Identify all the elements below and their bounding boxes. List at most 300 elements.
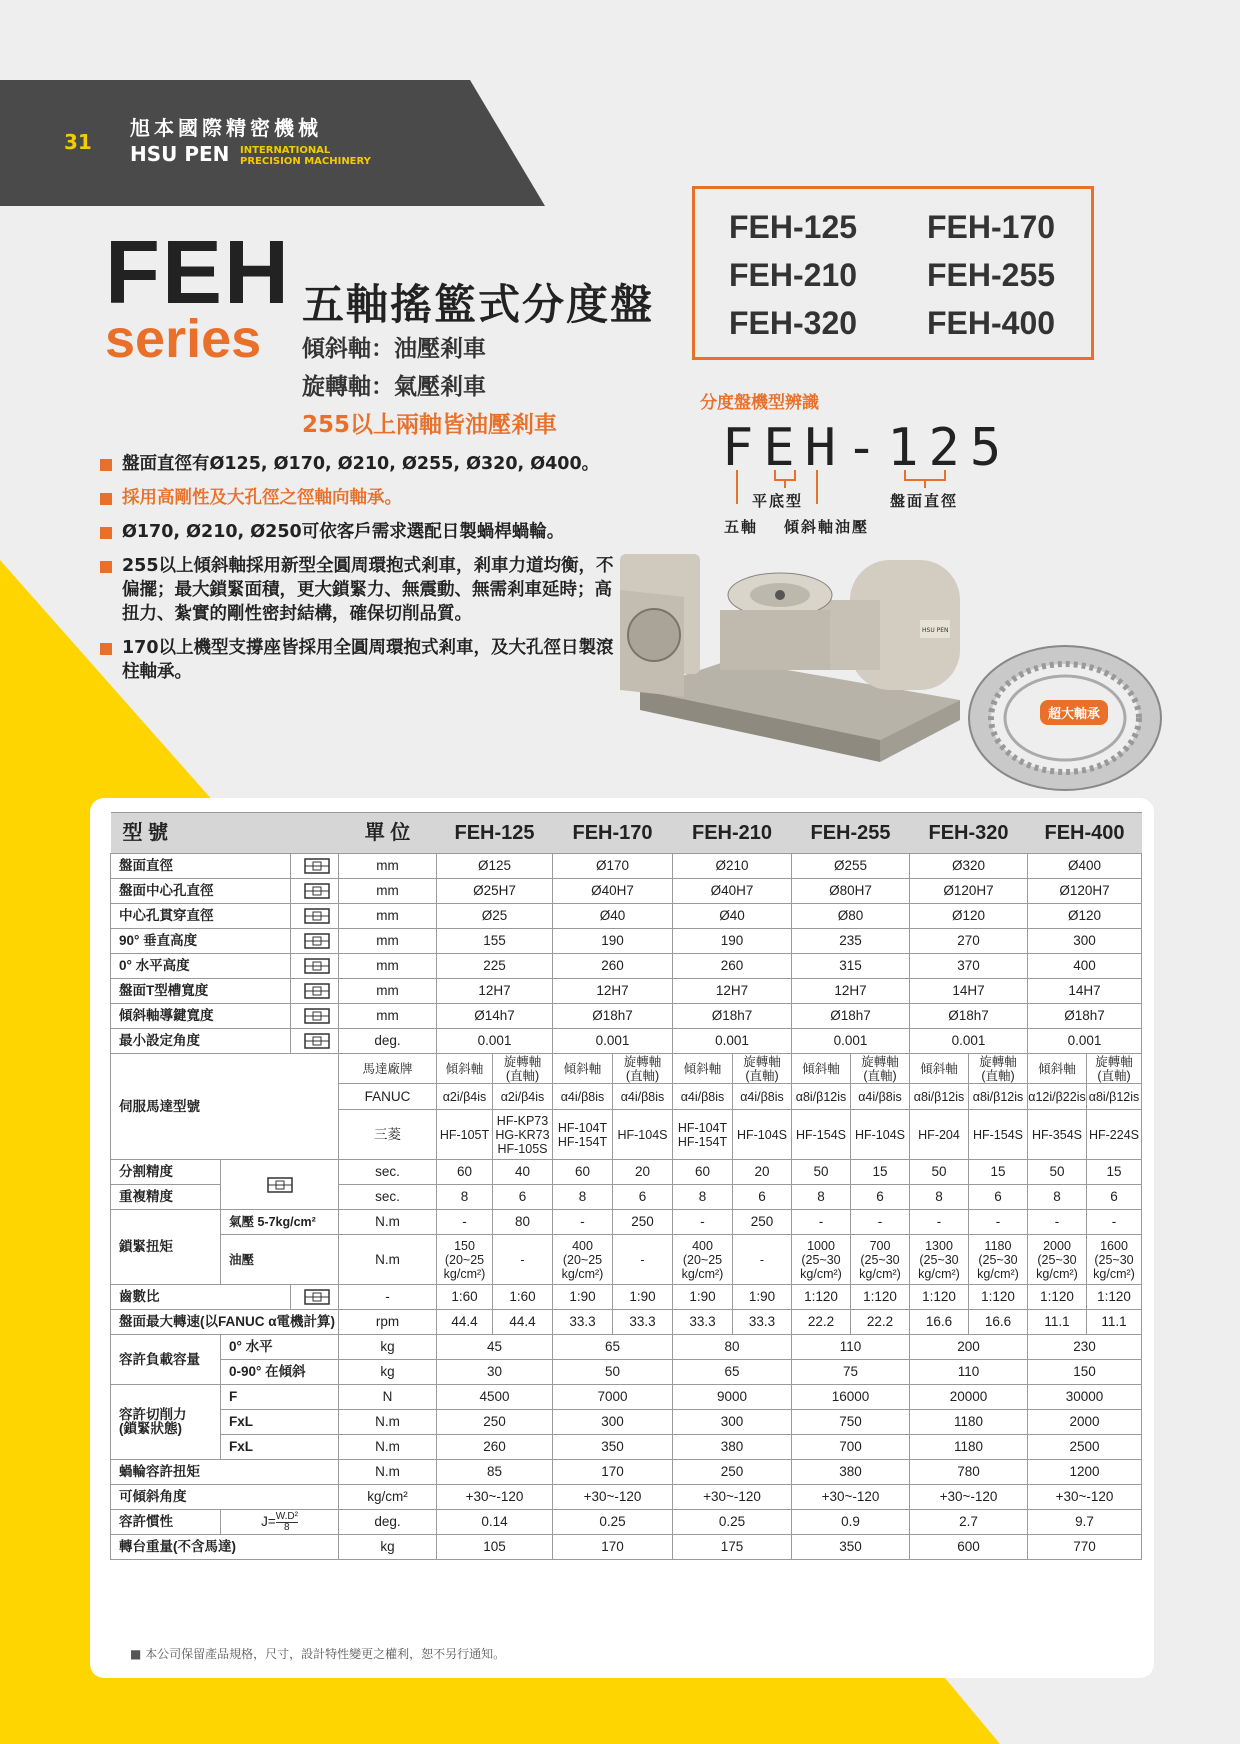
row-icon bbox=[291, 929, 339, 954]
table-cell: 15 bbox=[1087, 1160, 1142, 1185]
servo-rot-head: 旋轉軸 (直軸) bbox=[1087, 1054, 1142, 1084]
table-cell: Ø120 bbox=[1028, 904, 1142, 929]
table-cell: 33.3 bbox=[613, 1310, 673, 1335]
row-unit: mm bbox=[339, 929, 437, 954]
servo-rot-head: 旋轉軸 (直軸) bbox=[613, 1054, 673, 1084]
table-cell: 250 bbox=[673, 1460, 792, 1485]
table-cell: 250 bbox=[613, 1210, 673, 1235]
table-row bbox=[111, 1285, 1142, 1310]
table-cell: 770 bbox=[1028, 1535, 1142, 1560]
table-cell: 6 bbox=[851, 1185, 910, 1210]
inertia-formula bbox=[221, 1510, 339, 1535]
table-cell: Ø120 bbox=[910, 904, 1028, 929]
table-cell: 1:120 bbox=[1087, 1285, 1142, 1310]
table-cell: 60 bbox=[553, 1160, 613, 1185]
table-cell: 380 bbox=[792, 1460, 910, 1485]
table-cell: α4i/β8is bbox=[851, 1084, 910, 1110]
face-diameter-icon bbox=[302, 856, 332, 876]
table-cell: 380 bbox=[673, 1435, 792, 1460]
row-label: 盤面直徑 bbox=[111, 854, 291, 879]
table-cell: 1180 bbox=[910, 1435, 1028, 1460]
table-cell: 300 bbox=[673, 1410, 792, 1435]
row-unit: N.m bbox=[339, 1435, 437, 1460]
table-cell: 20 bbox=[733, 1160, 792, 1185]
feature-item: Ø170, Ø210, Ø250可依客戶需求選配日製蝸桿蝸輪。 bbox=[100, 520, 620, 544]
header-model-name: FEH-125 bbox=[437, 813, 553, 854]
table-row bbox=[111, 1335, 1142, 1360]
guide-key-icon bbox=[302, 1006, 332, 1026]
table-row bbox=[111, 954, 1142, 979]
table-cell: 6 bbox=[613, 1185, 673, 1210]
table-cell: 150 (20~25 kg/cm²) bbox=[437, 1235, 493, 1285]
servo-brand: 三菱 bbox=[339, 1110, 437, 1160]
row-label: 重複精度 bbox=[111, 1185, 221, 1210]
table-cell: HF-224S bbox=[1087, 1110, 1142, 1160]
table-cell: 260 bbox=[437, 1435, 553, 1460]
row-label: 傾斜軸導鍵寬度 bbox=[111, 1004, 291, 1029]
table-cell: 190 bbox=[673, 929, 792, 954]
table-cell: 6 bbox=[1087, 1185, 1142, 1210]
row-label: 90° 垂直高度 bbox=[111, 929, 291, 954]
table-cell: 1:120 bbox=[910, 1285, 969, 1310]
gear-ratio-icon bbox=[302, 1287, 332, 1307]
model-name: FEH-400 bbox=[927, 305, 1056, 341]
table-cell: +30~-120 bbox=[673, 1485, 792, 1510]
feature-item: 255以上傾斜軸採用新型全圓周環抱式剎車，剎車力道均衡，不偏擺；最大鎖緊面積，更大鎖緊力、無震動、無需剎車延時；高扭力、紮實的剛性密封結構，確保切削品質。 bbox=[100, 554, 620, 626]
row-unit: mm bbox=[339, 879, 437, 904]
table-cell: 1:120 bbox=[851, 1285, 910, 1310]
table-cell: - bbox=[1028, 1210, 1087, 1235]
table-cell: HF-KP73 HG-KR73 HF-105S bbox=[493, 1110, 553, 1160]
header-model-name: FEH-320 bbox=[910, 813, 1028, 854]
horizontal-height-icon bbox=[302, 956, 332, 976]
brand-name-zh: 旭本國際精密機械 bbox=[130, 116, 322, 140]
header-model-name: FEH-170 bbox=[553, 813, 673, 854]
table-cell: HF-104T HF-154T bbox=[553, 1110, 613, 1160]
table-cell: 0.001 bbox=[792, 1029, 910, 1054]
table-cell: Ø400 bbox=[1028, 854, 1142, 879]
table-row bbox=[111, 1485, 1142, 1510]
row-sublabel: 氣壓 5-7kg/cm² bbox=[221, 1210, 339, 1235]
row-unit: deg. bbox=[339, 1029, 437, 1054]
brand-name-en: HSU PEN bbox=[130, 142, 230, 166]
table-cell: 9.7 bbox=[1028, 1510, 1142, 1535]
table-cell: HF-154S bbox=[969, 1110, 1028, 1160]
table-cell: 8 bbox=[437, 1185, 493, 1210]
table-row bbox=[111, 879, 1142, 904]
table-cell: 190 bbox=[553, 929, 673, 954]
feature-item: 盤面直徑有Ø125, Ø170, Ø210, Ø255, Ø320, Ø400。 bbox=[100, 452, 620, 476]
table-cell: 30000 bbox=[1028, 1385, 1142, 1410]
table-cell: α8i/β12is bbox=[910, 1084, 969, 1110]
table-cell: HF-104S bbox=[851, 1110, 910, 1160]
row-label: 盤面T型槽寬度 bbox=[111, 979, 291, 1004]
table-cell: 50 bbox=[910, 1160, 969, 1185]
table-cell: 225 bbox=[437, 954, 553, 979]
table-row bbox=[111, 979, 1142, 1004]
servo-tilt-head: 傾斜軸 bbox=[1028, 1054, 1087, 1084]
table-cell: α4i/β8is bbox=[673, 1084, 733, 1110]
label-tilt-oil: 傾斜軸油壓 bbox=[784, 518, 870, 536]
row-icon bbox=[291, 1029, 339, 1054]
table-cell: - bbox=[553, 1210, 613, 1235]
feature-list bbox=[100, 452, 620, 694]
table-cell: - bbox=[1087, 1210, 1142, 1235]
table-cell: 20000 bbox=[910, 1385, 1028, 1410]
page-number: 31 bbox=[64, 130, 92, 154]
table-cell: 0.001 bbox=[673, 1029, 792, 1054]
table-cell: 230 bbox=[1028, 1335, 1142, 1360]
table-row bbox=[111, 1310, 1142, 1335]
row-unit: mm bbox=[339, 954, 437, 979]
row-unit: deg. bbox=[339, 1510, 437, 1535]
table-row bbox=[111, 1510, 1142, 1535]
table-cell: HF-204 bbox=[910, 1110, 969, 1160]
table-cell: 12H7 bbox=[792, 979, 910, 1004]
table-cell: - bbox=[792, 1210, 851, 1235]
row-unit: mm bbox=[339, 854, 437, 879]
servo-brand: FANUC bbox=[339, 1084, 437, 1110]
row-unit: N.m bbox=[339, 1210, 437, 1235]
table-cell: 16000 bbox=[792, 1385, 910, 1410]
table-cell: - bbox=[851, 1210, 910, 1235]
table-row bbox=[111, 1160, 1142, 1185]
table-cell: 33.3 bbox=[733, 1310, 792, 1335]
model-name: FEH-320 bbox=[729, 305, 858, 341]
table-cell: 8 bbox=[1028, 1185, 1087, 1210]
row-unit: N.m bbox=[339, 1235, 437, 1285]
table-cell: 1300 (25~30 kg/cm²) bbox=[910, 1235, 969, 1285]
identification-code: FEH-125 bbox=[722, 418, 1012, 478]
table-cell: 1180 (25~30 kg/cm²) bbox=[969, 1235, 1028, 1285]
feature-item: 採用高剛性及大孔徑之徑軸向軸承。 bbox=[100, 486, 620, 510]
table-cell: Ø25H7 bbox=[437, 879, 553, 904]
table-cell: 370 bbox=[910, 954, 1028, 979]
row-label: 容許負載容量 bbox=[111, 1335, 221, 1385]
table-cell: - bbox=[493, 1235, 553, 1285]
table-cell: 80 bbox=[493, 1210, 553, 1235]
table-cell: 260 bbox=[553, 954, 673, 979]
brand-subtitle: INTERNATIONAL PRECISION MACHINERY bbox=[240, 145, 371, 167]
table-cell: 0.001 bbox=[910, 1029, 1028, 1054]
table-cell: 14H7 bbox=[910, 979, 1028, 1004]
servo-tilt-head: 傾斜軸 bbox=[553, 1054, 613, 1084]
table-cell: 1:120 bbox=[1028, 1285, 1087, 1310]
table-cell: α4i/β8is bbox=[733, 1084, 792, 1110]
table-cell: HF-104T HF-154T bbox=[673, 1110, 733, 1160]
row-unit: rpm bbox=[339, 1310, 437, 1335]
formula-j: J= bbox=[261, 1513, 276, 1529]
servo-tilt-head: 傾斜軸 bbox=[437, 1054, 493, 1084]
rotary-table-image bbox=[620, 540, 980, 780]
table-cell: 6 bbox=[493, 1185, 553, 1210]
table-cell: Ø40H7 bbox=[553, 879, 673, 904]
table-cell: 50 bbox=[553, 1360, 673, 1385]
row-label: 0° 水平高度 bbox=[111, 954, 291, 979]
row-icon bbox=[291, 854, 339, 879]
row-unit: kg/cm² bbox=[339, 1485, 437, 1510]
table-cell: Ø80 bbox=[792, 904, 910, 929]
table-cell: 6 bbox=[969, 1185, 1028, 1210]
table-cell: 260 bbox=[673, 954, 792, 979]
table-cell: 1:90 bbox=[733, 1285, 792, 1310]
table-cell: 22.2 bbox=[792, 1310, 851, 1335]
table-cell: Ø18h7 bbox=[792, 1004, 910, 1029]
table-cell: 400 (20~25 kg/cm²) bbox=[553, 1235, 613, 1285]
table-cell: HF-104S bbox=[733, 1110, 792, 1160]
table-cell: 1:120 bbox=[969, 1285, 1028, 1310]
table-cell: α4i/β8is bbox=[613, 1084, 673, 1110]
subtitle-tilt-brake: 傾斜軸：油壓剎車 bbox=[302, 336, 486, 362]
servo-brand-head: 馬達廠牌 bbox=[339, 1054, 437, 1084]
table-cell: 40 bbox=[493, 1160, 553, 1185]
table-cell: α2i/β4is bbox=[437, 1084, 493, 1110]
table-cell: 1:90 bbox=[553, 1285, 613, 1310]
row-label: 可傾斜角度 bbox=[111, 1485, 339, 1510]
table-cell: α4i/β8is bbox=[553, 1084, 613, 1110]
table-cell: 700 bbox=[792, 1435, 910, 1460]
row-unit: - bbox=[339, 1285, 437, 1310]
table-cell: - bbox=[969, 1210, 1028, 1235]
table-cell: Ø18h7 bbox=[1028, 1004, 1142, 1029]
spec-table bbox=[110, 812, 1142, 1560]
table-cell: 8 bbox=[673, 1185, 733, 1210]
table-cell: 110 bbox=[792, 1335, 910, 1360]
label-diameter: 盤面直徑 bbox=[890, 492, 959, 510]
table-cell: Ø18h7 bbox=[910, 1004, 1028, 1029]
table-cell: 8 bbox=[910, 1185, 969, 1210]
table-cell: Ø125 bbox=[437, 854, 553, 879]
table-row bbox=[111, 1235, 1142, 1285]
table-cell: 0.001 bbox=[437, 1029, 553, 1054]
row-label: 中心孔貫穿直徑 bbox=[111, 904, 291, 929]
header-unit: 單 位 bbox=[339, 813, 437, 854]
table-cell: - bbox=[673, 1210, 733, 1235]
table-cell: 2500 bbox=[1028, 1435, 1142, 1460]
table-cell: 8 bbox=[553, 1185, 613, 1210]
accuracy-icon bbox=[265, 1175, 295, 1195]
row-unit: kg bbox=[339, 1335, 437, 1360]
table-cell: 1:120 bbox=[792, 1285, 851, 1310]
table-cell: 400 bbox=[1028, 954, 1142, 979]
row-icon bbox=[291, 979, 339, 1004]
table-cell: - bbox=[910, 1210, 969, 1235]
table-row bbox=[111, 1460, 1142, 1485]
table-row bbox=[111, 1410, 1142, 1435]
servo-tilt-head: 傾斜軸 bbox=[910, 1054, 969, 1084]
table-row bbox=[111, 854, 1142, 879]
table-cell: 270 bbox=[910, 929, 1028, 954]
row-sublabel: 油壓 bbox=[221, 1235, 339, 1285]
table-cell: 300 bbox=[553, 1410, 673, 1435]
table-cell: Ø25 bbox=[437, 904, 553, 929]
table-cell: 15 bbox=[969, 1160, 1028, 1185]
table-cell: 12H7 bbox=[437, 979, 553, 1004]
table-cell: 14H7 bbox=[1028, 979, 1142, 1004]
model-name: FEH-255 bbox=[927, 257, 1056, 293]
table-cell: 700 (25~30 kg/cm²) bbox=[851, 1235, 910, 1285]
row-sublabel: FxL bbox=[221, 1410, 339, 1435]
feature-item: 170以上機型支撐座皆採用全圓周環抱式剎車，及大孔徑日製滾柱軸承。 bbox=[100, 636, 620, 684]
row-icon bbox=[221, 1160, 339, 1210]
table-cell: 2000 bbox=[1028, 1410, 1142, 1435]
table-cell: 315 bbox=[792, 954, 910, 979]
header-model-name: FEH-400 bbox=[1028, 813, 1142, 854]
formula-fraction: $\frac{\text{W.D²}}{8}$ bbox=[275, 1510, 298, 1533]
table-cell: 33.3 bbox=[553, 1310, 613, 1335]
row-label: 容許慣性 bbox=[111, 1510, 221, 1535]
table-cell: 75 bbox=[792, 1360, 910, 1385]
table-cell: 170 bbox=[553, 1535, 673, 1560]
model-name: FEH-210 bbox=[729, 257, 858, 293]
table-cell: 45 bbox=[437, 1335, 553, 1360]
table-cell: 9000 bbox=[673, 1385, 792, 1410]
table-cell: HF-154S bbox=[792, 1110, 851, 1160]
table-cell: +30~-120 bbox=[437, 1485, 553, 1510]
series-word: series bbox=[105, 309, 262, 369]
table-cell: 16.6 bbox=[969, 1310, 1028, 1335]
model-list-box bbox=[692, 186, 1094, 360]
table-row bbox=[111, 1385, 1142, 1410]
product-title: 五軸搖籃式分度盤 bbox=[302, 280, 655, 329]
table-cell: Ø320 bbox=[910, 854, 1028, 879]
row-label: 盤面最大轉速(以FANUC α電機計算) bbox=[111, 1310, 339, 1335]
table-row bbox=[111, 929, 1142, 954]
table-cell: Ø40 bbox=[553, 904, 673, 929]
row-sublabel: 0° 水平 bbox=[221, 1335, 339, 1360]
row-unit: N.m bbox=[339, 1460, 437, 1485]
table-cell: 1000 (25~30 kg/cm²) bbox=[792, 1235, 851, 1285]
row-label: 盤面中心孔直徑 bbox=[111, 879, 291, 904]
table-cell: 8 bbox=[792, 1185, 851, 1210]
table-cell: Ø120H7 bbox=[910, 879, 1028, 904]
table-cell: 12H7 bbox=[673, 979, 792, 1004]
table-cell: 600 bbox=[910, 1535, 1028, 1560]
table-cell: 85 bbox=[437, 1460, 553, 1485]
subtitle-rotary-brake: 旋轉軸：氣壓剎車 bbox=[302, 374, 486, 400]
table-cell: 6 bbox=[733, 1185, 792, 1210]
table-cell: 50 bbox=[792, 1160, 851, 1185]
row-label: 最小設定角度 bbox=[111, 1029, 291, 1054]
header-model: 型 號 bbox=[111, 813, 339, 854]
table-cell: - bbox=[437, 1210, 493, 1235]
row-sublabel: 0-90° 在傾斜 bbox=[221, 1360, 339, 1385]
table-cell: 60 bbox=[673, 1160, 733, 1185]
table-cell: HF-105T bbox=[437, 1110, 493, 1160]
row-label: 齒數比 bbox=[111, 1285, 291, 1310]
table-cell: 1600 (25~30 kg/cm²) bbox=[1087, 1235, 1142, 1285]
table-cell: 350 bbox=[792, 1535, 910, 1560]
angle-icon bbox=[302, 1031, 332, 1051]
row-label: 蝸輪容許扭矩 bbox=[111, 1460, 339, 1485]
through-hole-icon bbox=[302, 906, 332, 926]
table-cell: 11.1 bbox=[1087, 1310, 1142, 1335]
row-unit: sec. bbox=[339, 1160, 437, 1185]
table-cell: Ø255 bbox=[792, 854, 910, 879]
row-label: 轉台重量(不含馬達) bbox=[111, 1535, 339, 1560]
row-unit: mm bbox=[339, 1004, 437, 1029]
table-cell: 12H7 bbox=[553, 979, 673, 1004]
table-cell: 65 bbox=[553, 1335, 673, 1360]
label-flat: 平底型 bbox=[752, 492, 804, 510]
table-cell: 1:60 bbox=[437, 1285, 493, 1310]
table-row bbox=[111, 1004, 1142, 1029]
row-sublabel: F bbox=[221, 1385, 339, 1410]
table-cell: 1:90 bbox=[613, 1285, 673, 1310]
table-row bbox=[111, 1535, 1142, 1560]
table-cell: 0.001 bbox=[553, 1029, 673, 1054]
header-model-name: FEH-210 bbox=[673, 813, 792, 854]
table-cell: 44.4 bbox=[437, 1310, 493, 1335]
table-cell: 170 bbox=[553, 1460, 673, 1485]
table-cell: 1:90 bbox=[673, 1285, 733, 1310]
table-cell: 15 bbox=[851, 1160, 910, 1185]
row-label: 鎖緊扭矩 bbox=[111, 1210, 221, 1285]
table-cell: 110 bbox=[910, 1360, 1028, 1385]
model-name: FEH-170 bbox=[927, 209, 1056, 245]
table-cell: 0.001 bbox=[1028, 1029, 1142, 1054]
table-row bbox=[111, 1360, 1142, 1385]
table-cell: 105 bbox=[437, 1535, 553, 1560]
machine-nameplate: HSU PEN bbox=[922, 627, 949, 634]
table-cell: HF-104S bbox=[613, 1110, 673, 1160]
row-unit: kg bbox=[339, 1360, 437, 1385]
table-cell: α12i/β22is bbox=[1028, 1084, 1087, 1110]
row-sublabel: FxL bbox=[221, 1435, 339, 1460]
table-header-row bbox=[111, 813, 1142, 854]
label-five-axis: 五軸 bbox=[724, 518, 759, 536]
row-label: 容許切削力 (鎖緊狀態) bbox=[111, 1385, 221, 1460]
table-row bbox=[111, 1029, 1142, 1054]
table-cell: 155 bbox=[437, 929, 553, 954]
table-cell: Ø14h7 bbox=[437, 1004, 553, 1029]
table-cell: 50 bbox=[1028, 1160, 1087, 1185]
vertical-height-icon bbox=[302, 931, 332, 951]
table-cell: 16.6 bbox=[910, 1310, 969, 1335]
table-cell: 300 bbox=[1028, 929, 1142, 954]
table-cell: 250 bbox=[437, 1410, 553, 1435]
table-cell: 2.7 bbox=[910, 1510, 1028, 1535]
table-row bbox=[111, 904, 1142, 929]
table-cell: 780 bbox=[910, 1460, 1028, 1485]
table-cell: α8i/β12is bbox=[969, 1084, 1028, 1110]
table-row bbox=[111, 1054, 1142, 1084]
subtitle-255-brake: 255以上兩軸皆油壓剎車 bbox=[302, 412, 558, 438]
table-cell: Ø18h7 bbox=[673, 1004, 792, 1029]
table-cell: 235 bbox=[792, 929, 910, 954]
row-icon bbox=[291, 1004, 339, 1029]
table-cell: 250 bbox=[733, 1210, 792, 1235]
table-cell: 7000 bbox=[553, 1385, 673, 1410]
table-cell: 0.14 bbox=[437, 1510, 553, 1535]
table-cell: α8i/β12is bbox=[792, 1084, 851, 1110]
bearing-tag: 超大軸承 bbox=[1040, 700, 1108, 725]
table-row bbox=[111, 1435, 1142, 1460]
table-cell: Ø40 bbox=[673, 904, 792, 929]
table-cell: 350 bbox=[553, 1435, 673, 1460]
center-hole-icon bbox=[302, 881, 332, 901]
row-icon bbox=[291, 879, 339, 904]
table-cell: Ø40H7 bbox=[673, 879, 792, 904]
table-row bbox=[111, 1210, 1142, 1235]
table-cell: 1200 bbox=[1028, 1460, 1142, 1485]
table-cell: 400 (20~25 kg/cm²) bbox=[673, 1235, 733, 1285]
table-cell: Ø170 bbox=[553, 854, 673, 879]
table-cell: α8i/β12is bbox=[1087, 1084, 1142, 1110]
table-cell: 44.4 bbox=[493, 1310, 553, 1335]
row-unit: mm bbox=[339, 979, 437, 1004]
row-icon bbox=[291, 904, 339, 929]
